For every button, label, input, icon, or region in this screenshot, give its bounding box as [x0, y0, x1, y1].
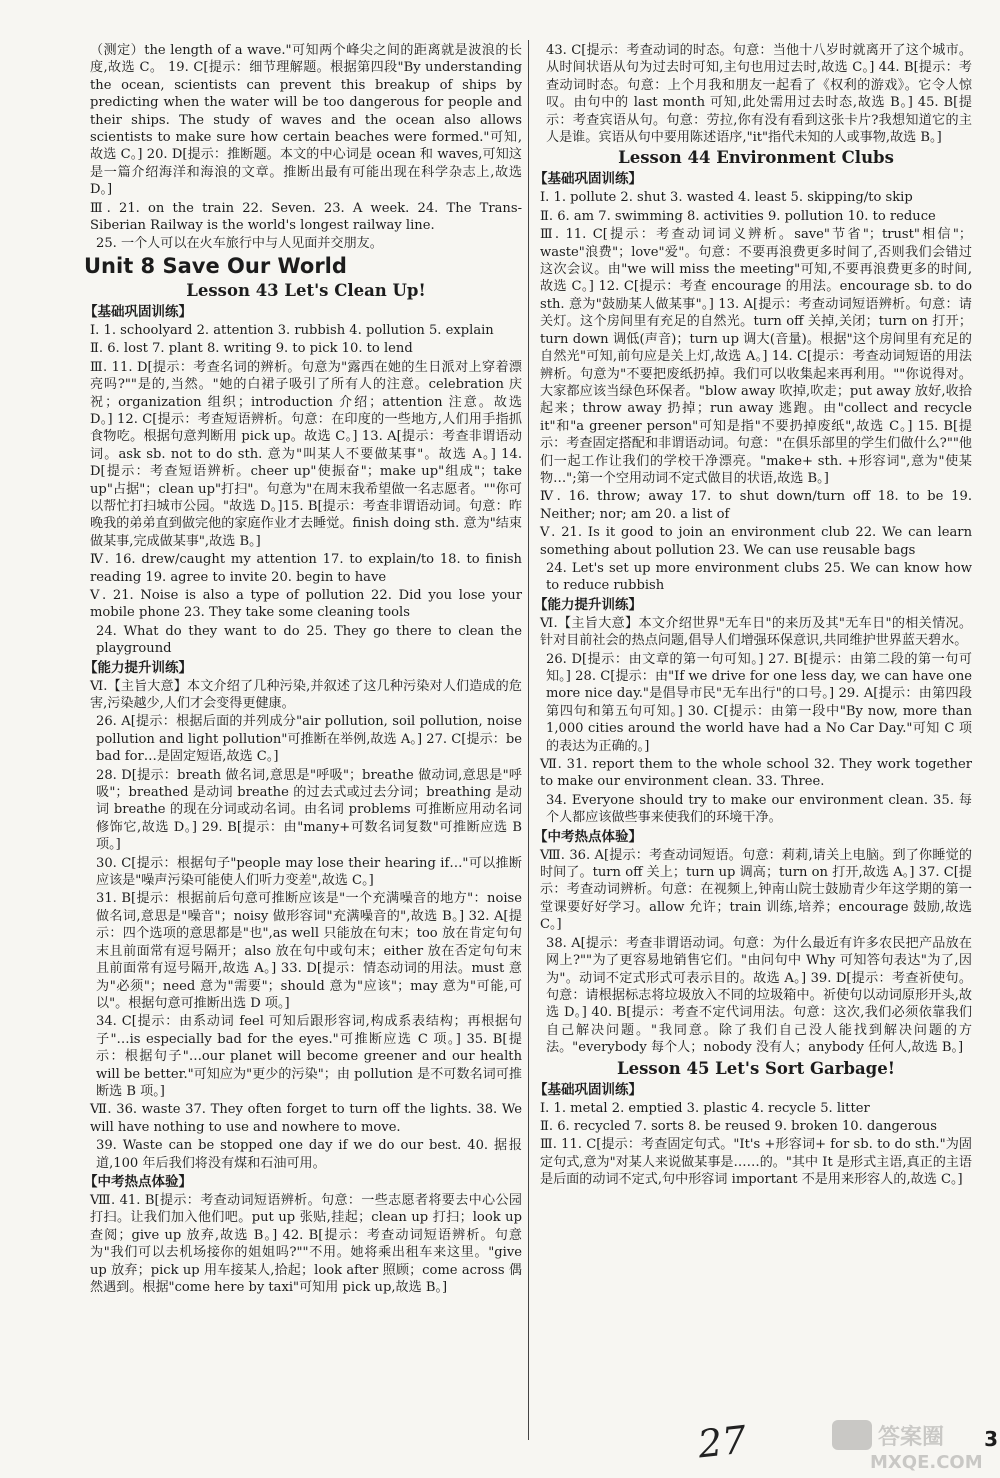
section-heading: 【中考热点体验】	[84, 1173, 192, 1190]
lesson-title: Lesson 43 Let's Clean Up!	[186, 280, 426, 300]
paragraph: Ⅶ. 36. waste 37. They often forget to turn off the lights. 38. We will have nothing to use and nowhere to move.	[90, 1102, 522, 1135]
paragraph: 26. A[提示：根据后面的并列成分"air pollution, soil pollution, noise pollution and light pollution"可推断在举例,故选 A。] 27. C[提示：be bad for…是固定短语,故选 C。]	[96, 714, 522, 765]
section-heading: 【基础巩固训练】	[84, 303, 192, 320]
paragraph: 34. Everyone should try to make our environment clean. 35. 每个人都应该做些事来使我们的环境干净。	[546, 792, 972, 826]
paragraph: 28. D[提示：breath 做名词,意思是"呼吸"；breathe 做动词,意思是"呼吸"；breathed 是动词 breathe 的过去式或过去分词；breathing 是动词 breathe 的现在分词或动名词。由名词 problems 可推断应用动名词修饰它,故选 D。] 29. B[提示：由"many+可数名词复数"可推断应选 B 项。]	[96, 767, 522, 853]
paragraph: Ⅱ. 6. recycled 7. sorts 8. be reused 9. broken 10. dangerous	[540, 1118, 937, 1134]
paragraph: Ⅲ. 21. on the train 22. Seven. 23. A week. 24. The Trans-Siberian Railway is the world's longest railway line.	[90, 200, 522, 234]
paragraph: Ⅱ. 6. lost 7. plant 8. writing 9. to pick 10. to lend	[90, 341, 413, 357]
paragraph: Ⅳ. 16. drew/caught my attention 17. to explain/to 18. to finish reading 19. agree to invite 20. begin to have	[90, 552, 522, 585]
paragraph: （测定）the length of a wave."可知两个峰尖之间的距离就是波浪的长度,故选 C。 19. C[提示：细节理解题。根据第四段"By understanding the ocean, scientists can prevent this breakup of ships by predicting when the water will be too dangerous for people and their ships. The study of waves and the ocean also allows scientists to make sure how certain beaches were formed."可知,故选 C。] 20. D[提示：推断题。本文的中心词是 ocean 和 waves,可知这是一篇介绍海洋和海浪的文章。推断出最有可能出现在科学杂志上,故选 D。]	[90, 43, 522, 198]
column-divider	[528, 40, 529, 1440]
section-heading: 【基础巩固训练】	[534, 171, 642, 188]
right-column	[534, 42, 972, 1190]
paragraph: Ⅴ. 21. Noise is also a type of pollution 22. Did you lose your mobile phone 23. They take some cleaning tools	[90, 587, 522, 621]
section-heading: 【中考热点体验】	[534, 828, 642, 845]
paragraph: Ⅲ. 11. C[提示：考查固定句式。"It's +形容词+ for sb. to do sth."为固定句式,意为"对某人来说做某事是……的。"其中 It 是形式主语,真正的主语是后面的动词不定式,句中形容词 important 不是用来形容人的,故选 C。]	[540, 1137, 972, 1188]
paragraph: 25. 一个人可以在火车旅行中与人见面并交朋友。	[96, 236, 383, 252]
paragraph: Ⅷ. 36. A[提示：考查动词短语。句意：莉莉,请关上电脑。到了你睡觉的时间了。turn off 关上；turn up 调高；turn on 打开,故选 A。] 37. C[提示：考查动词辨析。句意：在视频上,钟南山院士鼓励青少年这学期的第一堂课要好好学习。allow 允许；train 训练,培养；encourage 鼓励,故选 C。]	[540, 847, 972, 933]
section-heading: 【能力提升训练】	[534, 596, 642, 613]
paragraph: Ⅳ. 16. throw; away 17. to shut down/turn off 18. to be 19. Neither; nor; am 20. a list of	[540, 489, 972, 522]
paragraph: 26. D[提示：由文章的第一句可知。] 27. B[提示：由第二段的第一句可知。] 28. C[提示：由"If we drive for one less day, we can have one more nice day."是倡导市民"无车出行"的口号。] 29. A[提示：由第四段第四句和第五句可知。] 30. C[提示：由第一段中"By now, more than 1,000 cities around the world have had a No Car Day."可知 C 项的表达为正确的。]	[546, 651, 972, 754]
section-heading: 【基础巩固训练】	[534, 1081, 642, 1098]
paragraph: Ⅰ. 1. pollute 2. shut 3. wasted 4. least 5. skipping/to skip	[540, 190, 913, 206]
watermark-text-url: MXQE.COM	[870, 1452, 983, 1473]
paragraph: Ⅵ.【主旨大意】本文介绍了几种污染,并叙述了这几种污染对人们造成的危害,污染越少,人们才会变得更健康。	[90, 678, 522, 711]
paragraph: Ⅱ. 6. am 7. swimming 8. activities 9. pollution 10. to reduce	[540, 208, 936, 224]
page-number: 3	[984, 1427, 998, 1451]
paragraph: Ⅰ. 1. metal 2. emptied 3. plastic 4. recycle 5. litter	[540, 1100, 870, 1116]
paragraph: 38. A[提示：考查非谓语动词。句意：为什么最近有许多农民把产品放在网上?""为了更容易地销售它们。"由问句中 Why 可知答句表达"为了,因为"。动词不定式形式可表示目的。故选 A。] 39. D[提示：考查祈使句。句意：请根据标志将垃圾放入不同的垃圾箱中。祈使句以动词原形开头,故选 D。] 40. B[提示：考查不定代词用法。句意：这次,我们必须依靠我们自己解决问题。"我同意。除了我们自己没人能找到解决问题的方法。"everybody 每个人；nobody 没有人；anybody 任何人,故选 B。]	[546, 935, 972, 1056]
paragraph: 43. C[提示：考查动词的时态。句意：当他十八岁时就离开了这个城市。从时间状语从句为过去时可知,主句也用过去时,故选 C。] 44. B[提示：考查动词时态。句意：上个月我和朋友一起看了《权利的游戏》。它令人惊叹。由句中的 last month 可知,此处需用过去时态,故选 B。] 45. B[提示：考查宾语从句。句意：劳拉,你有没有看到这张卡片?我想知道它的主人是谁。宾语从句中要用陈述语序,"it"指代未知的人或事物,故选 B。]	[546, 43, 972, 146]
lesson-title: Lesson 45 Let's Sort Garbage!	[617, 1058, 895, 1078]
left-column	[84, 42, 522, 1297]
paragraph: 31. B[提示：根据前后句意可推断应该是"一个充满噪音的地方"：noise 做名词,意思是"噪音"；noisy 做形容词"充满噪音的",故选 B。] 32. A[提示：四个选项的意思都是"也",as well 只能放在句末；too 放在肯定句句末且前面常有逗号隔开；also 放在句中或句末；either 放在否定句句末且前面常有逗号隔开,故选 A。] 33. D[提示：情态动词的用法。must 意为"必须"；need 意为"需要"；should 意为"应该"；may 意为"可能,可以"。根据句意可推断出选 D 项。]	[96, 891, 522, 1011]
paragraph: Ⅰ. 1. schoolyard 2. attention 3. rubbish 4. pollution 5. explain	[90, 322, 494, 338]
lesson-title: Lesson 44 Environment Clubs	[618, 148, 894, 168]
paragraph: Ⅲ. 11. C[提示：考查动词词义辨析。save"节省"；trust"相信"；waste"浪费"；love"爱"。句意：不要再浪费更多时间了,否则我们会错过这次会议。由"we will miss the meeting"可知,不要再浪费更多的时间,故选 C。] 12. C[提示：考查 encourage 的用法。encourage sb. to do sth. 意为"鼓励某人做某事"。] 13. A[提示：考查动词短语辨析。句意：请关灯。这个房间里有充足的自然光。turn off 关掉,关闭；turn on 打开；turn down 调低(声音)；turn up 调大(音量)。根据"这个房间里有充足的自然光"可知,前句应是关上灯,故选 A。] 14. C[提示：考查动词短语的用法辨析。句意为"不要把废纸扔掉。我们可以收集起来再利用。""你说得对。大家都应该当绿色环保者。"blow away 吹掉,吹走；put away 放好,收拾起来；throw away 扔掉；run away 逃跑。由"collect and recycle it"和"a greener person"可知是指"不要扔掉废纸",故选 C。] 15. B[提示：考查固定搭配和非谓语动词。句意："在俱乐部里的学生们做什么?""他们一起工作让我们的学校干净漂亮。"make+ sth. +形容词",意为"使某物…";第一个空用动词不定式做目的状语,故选 B。]	[540, 227, 972, 486]
paragraph: Ⅴ. 21. Is it good to join an environment club 22. We can learn something about pollution 23. We can use reusable bags	[540, 525, 972, 558]
handwritten-page-mark: 27	[695, 1417, 749, 1467]
paragraph: Ⅵ.【主旨大意】本文介绍世界"无车日"的来历及其"无车日"的相关情况。针对目前社会的热点问题,倡导人们增强环保意识,共同维护世界蓝天碧水。	[540, 615, 972, 649]
paragraph: Ⅲ. 11. D[提示：考查名词的辨析。句意为"露西在她的生日派对上穿着漂亮吗?""是的,当然。"她的白裙子吸引了所有人的注意。celebration 庆祝；organization 组织；introduction 介绍；attention 注意。故选 D。] 12. C[提示：考查短语辨析。句意：在印度的一些地方,人们用手指抓食物吃。根据句意判断用 pick up。故选 C。] 13. A[提示：考查非谓语动词。ask sb. not to do sth. 意为"叫某人不要做某事"。故选 A。] 14. D[提示：考查短语辨析。cheer up"使振奋"；make up"组成"；take up"占据"；clean up"打扫"。句意为"在周末我希望做一名志愿者。""你可以帮忙打扫城市公园。"故选 D。]15. B[提示：考查非谓语动词。句意：昨晚我的弟弟直到做完他的家庭作业才去睡觉。finish doing sth. 意为"结束做某事,完成做某事",故选 B。]	[90, 359, 522, 549]
paragraph: Ⅷ. 41. B[提示：考查动词短语辨析。句意：一些志愿者将要去中心公园打扫。让我们加入他们吧。put up 张贴,挂起；clean up 打扫；look up 查阅；give up 放弃,故选 B。] 42. B[提示：考查动词短语辨析。句意为"我们可以去机场接你的姐姐吗?""不用。她将乘出租车来这里。"give up 放弃；pick up 用车接某人,拾起；look after 照顾；come across 偶然遇到。根据"come here by taxi"可知用 pick up,故选 B。]	[90, 1192, 522, 1295]
paragraph: 34. C[提示：由系动词 feel 可知后跟形容词,构成系表结构；再根据句子"…is especially bad for the eyes."可推断应选 C 项。] 35. B[提示：根据句子"…our planet will become greener and our health will be better."可知应为"更少的污染"；由 pollution 是不可数名词可推断选 B 项。]	[96, 1014, 522, 1099]
watermark-logo	[830, 1418, 990, 1474]
unit-title: Unit 8 Save Our World	[84, 253, 347, 278]
watermark-badge-shape	[832, 1420, 872, 1450]
watermark-text-cn: 答案圈	[878, 1425, 945, 1450]
paragraph: 30. C[提示：根据句子"people may lose their hearing if…"可以推断应该是"噪声污染可能使人们听力变差",故选 C。]	[96, 855, 522, 889]
paragraph: 39. Waste can be stopped one day if we do our best. 40. 据报道,100 年后我们将没有煤和石油可用。	[96, 1138, 522, 1171]
paragraph: 24. What do they want to do 25. They go there to clean the playground	[96, 623, 522, 657]
paragraph: Ⅶ. 31. report them to the whole school 32. They work together to make our environment clean. 33. Three.	[540, 757, 972, 790]
paragraph: 24. Let's set up more environment clubs 25. We can know how to reduce rubbish	[546, 560, 972, 594]
section-heading: 【能力提升训练】	[84, 659, 192, 676]
